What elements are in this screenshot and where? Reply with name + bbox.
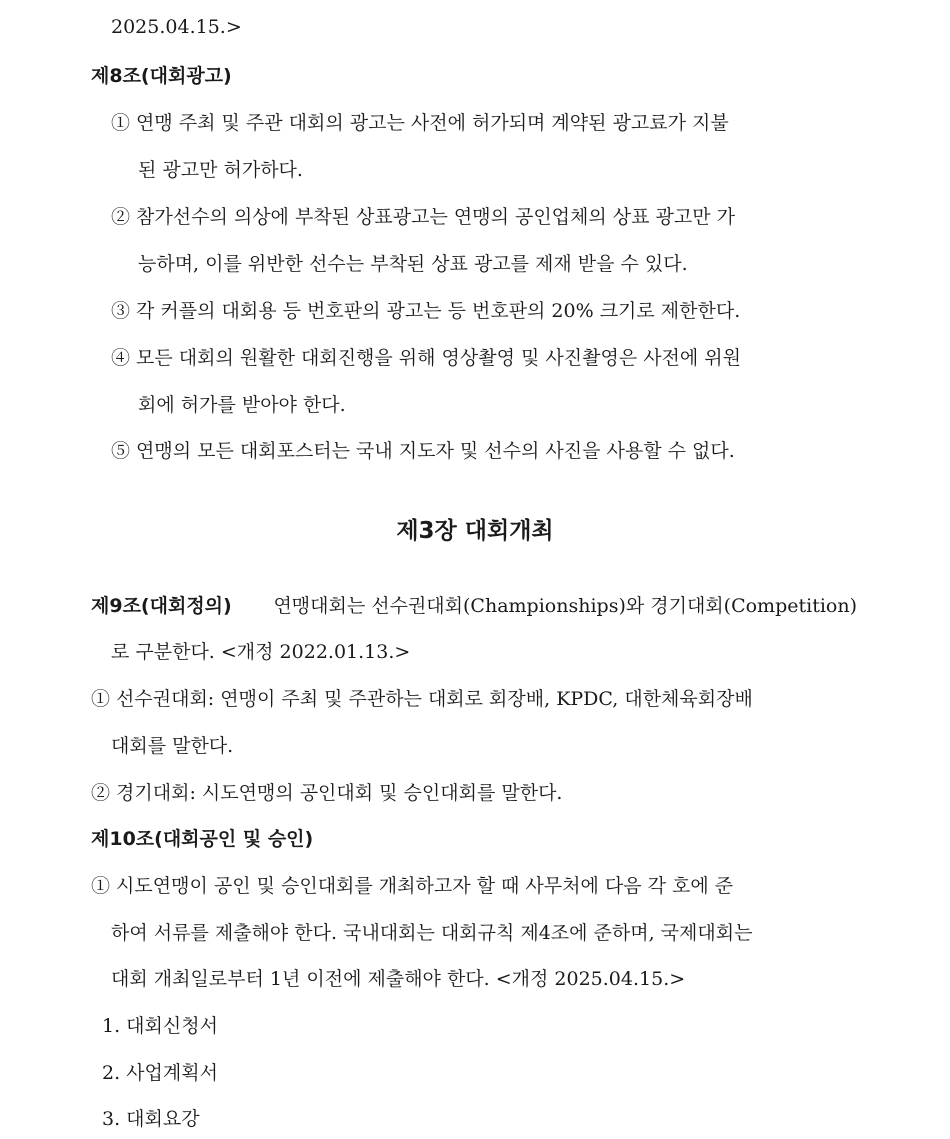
article-10-item-1: ① 시도연맹이 공인 및 승인대회를 개최하고자 할 때 사무처에 다음 각 호에 준 (91, 875, 734, 897)
article-8-item-2: ② 참가선수의 의상에 부착된 상표광고는 연맹의 공인업체의 상표 광고만 가 (111, 206, 735, 228)
list-item: 3. 대회요강 (102, 1108, 200, 1130)
article-10-item-1-cont-2: 대회 개최일로부터 1년 이전에 제출해야 한다. <개정 2025.04.15.> (111, 968, 686, 990)
list-item: 2. 사업계획서 (102, 1062, 218, 1084)
article-9-first-line (91, 593, 857, 619)
article-10-heading: 제10조(대회공인 및 승인) (91, 828, 314, 850)
article-10-item-1-cont: 하여 서류를 제출해야 한다. 국내대회는 대회규칙 제4조에 준하며, 국제대회는 (111, 922, 753, 944)
article-8-item-3: ③ 각 커플의 대회용 등 번호판의 광고는 등 번호판의 20% 크기로 제한한다. (111, 300, 741, 322)
article-8-item-1: ① 연맹 주최 및 주관 대회의 광고는 사전에 허가되며 계약된 광고료가 지불 (111, 112, 729, 134)
article-9-item-2: ② 경기대회: 시도연맹의 공인대회 및 승인대회를 말한다. (91, 782, 563, 804)
list-item: 1. 대회신청서 (102, 1015, 218, 1037)
article-8-heading: 제8조(대회광고) (91, 65, 232, 87)
revision-note: 2025.04.15.> (111, 16, 242, 38)
article-8-item-4-cont: 회에 허가를 받아야 한다. (138, 394, 346, 416)
article-8-item-1-cont: 된 광고만 허가하다. (138, 159, 303, 181)
article-9-item-1: ① 선수권대회: 연맹이 주최 및 주관하는 대회로 회장배, KPDC, 대한체육회장배 (91, 688, 753, 710)
chapter-title: 제3장 대회개최 (396, 518, 554, 544)
article-8-item-2-cont: 능하며, 이를 위반한 선수는 부착된 상표 광고를 제재 받을 수 있다. (138, 253, 688, 275)
article-8-item-4: ④ 모든 대회의 원활한 대회진행을 위해 영상촬영 및 사진촬영은 사전에 위원 (111, 347, 742, 369)
article-8-item-5: ⑤ 연맹의 모든 대회포스터는 국내 지도자 및 선수의 사진을 사용할 수 없다. (111, 440, 735, 462)
article-9-text: 연맹대회는 선수권대회(Championships)와 경기대회(Competition) (273, 595, 857, 617)
article-9-text-cont: 로 구분한다. <개정 2022.01.13.> (111, 641, 411, 663)
article-9-heading: 제9조(대회정의) (91, 595, 232, 617)
article-9-item-1-cont: 대회를 말한다. (111, 735, 234, 757)
